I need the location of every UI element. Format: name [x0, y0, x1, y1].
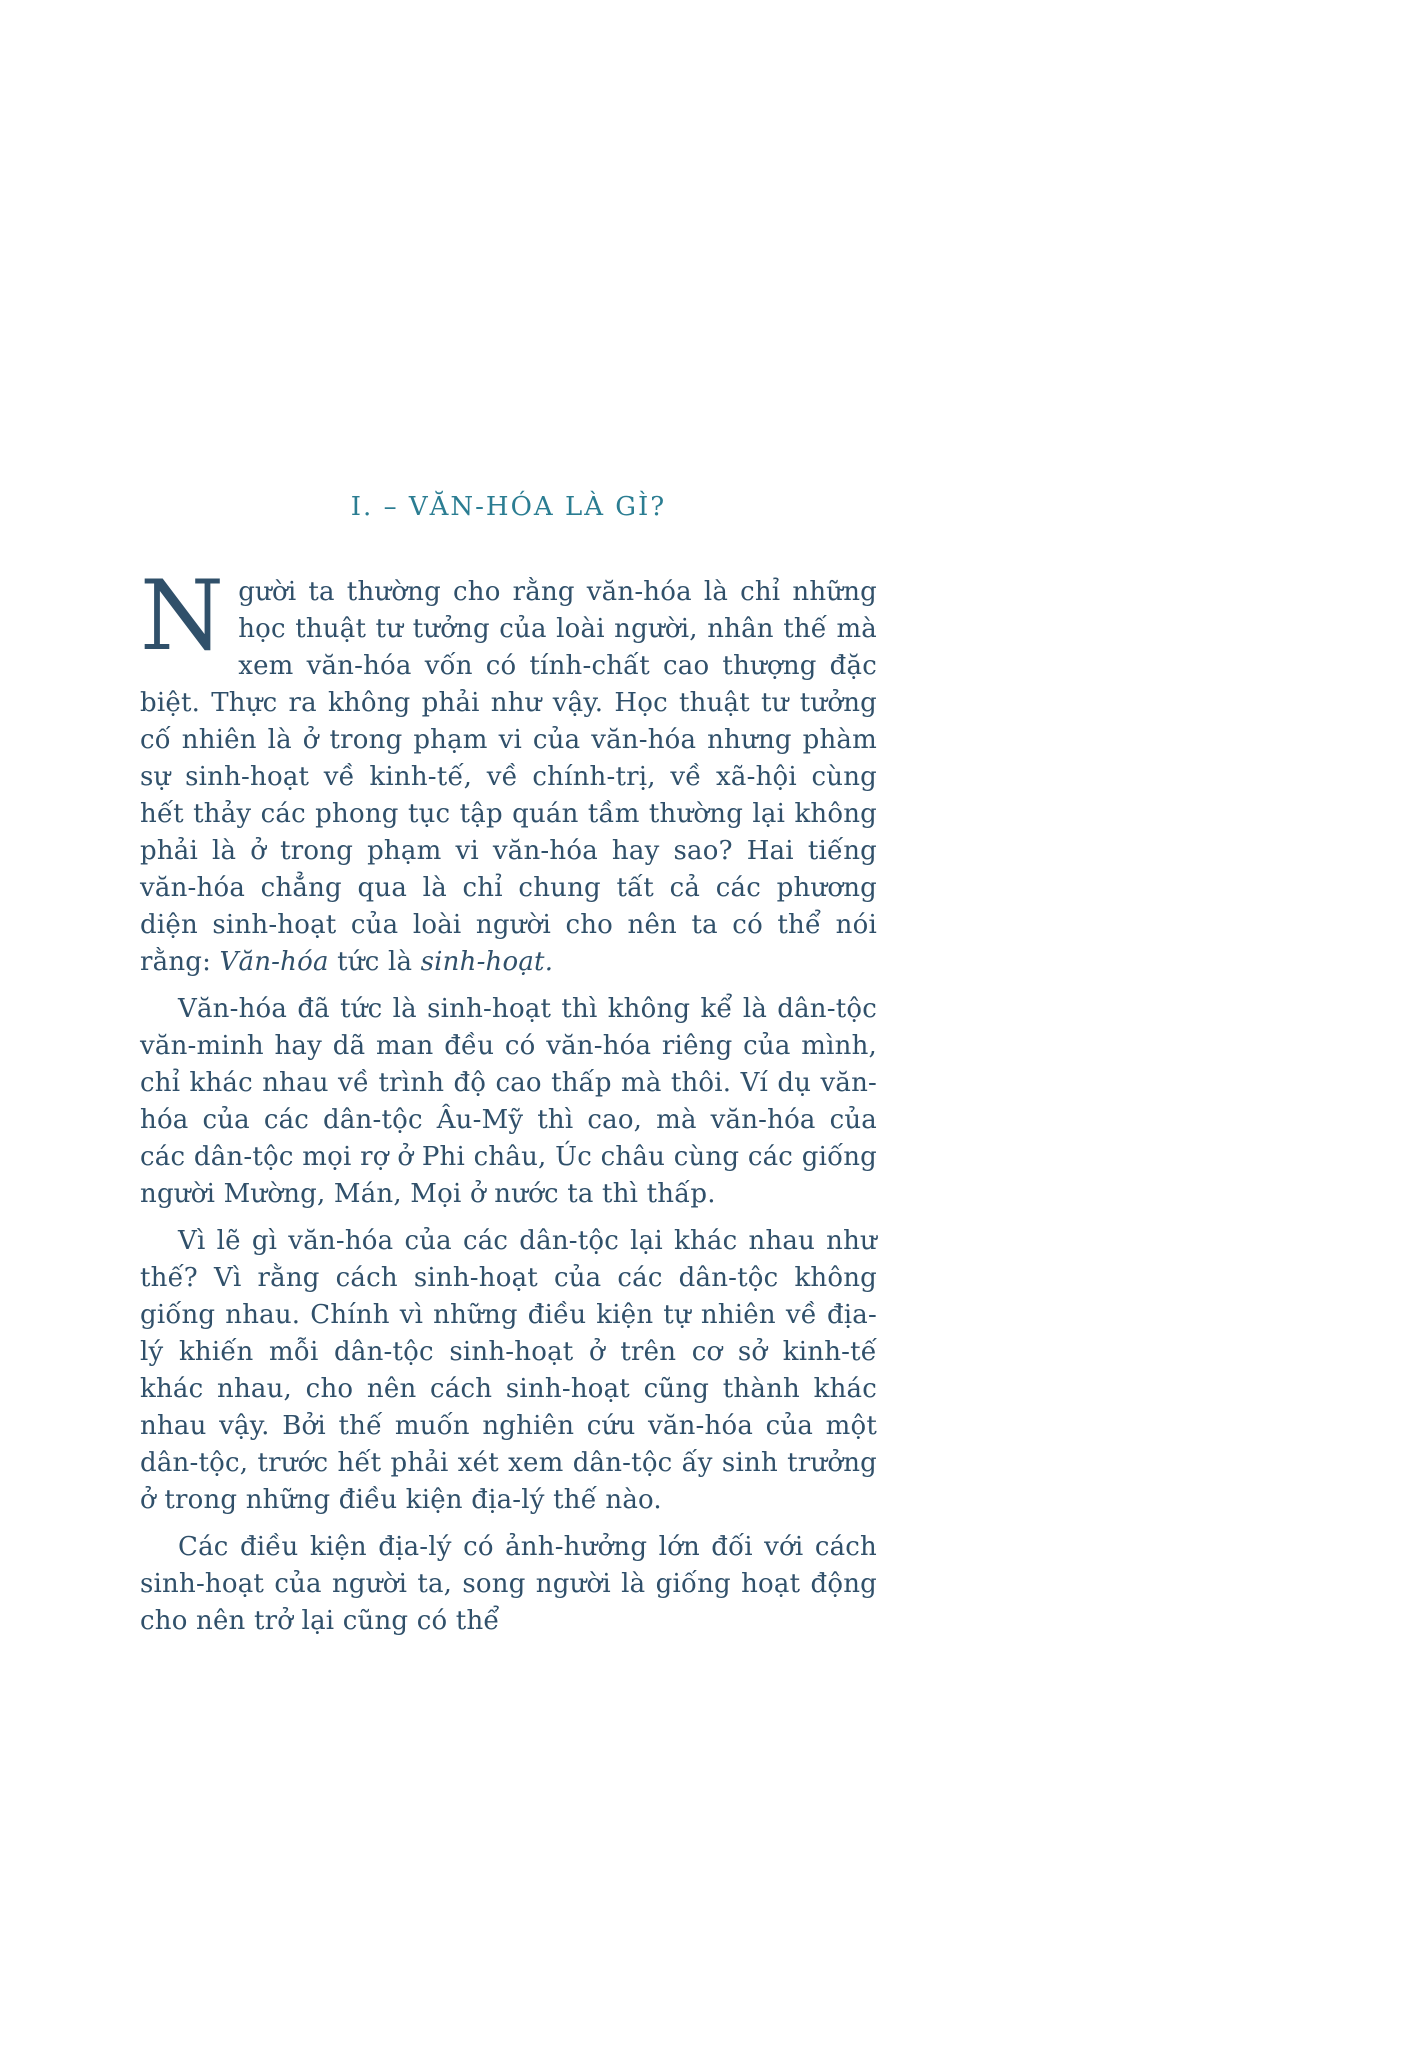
paragraph-1-text-2: tức là [328, 947, 421, 977]
paragraph-1 [140, 560, 877, 981]
text-block [140, 492, 877, 1640]
paragraph-2: Văn-hóa đã tức là sinh-hoạt thì không kể là dân-tộc văn-minh hay dã man đều có văn-hóa riêng của mình, chỉ khác nhau về trình độ cao thấp mà thôi. Ví dụ văn-hóa của các dân-tộc Âu-Mỹ thì cao, mà văn-hóa của các dân-tộc mọi rợ ở Phi châu, Úc châu cùng các giống người Mường, Mán, Mọi ở nước ta thì thấp. [140, 994, 877, 1209]
paragraph-1-italic-term-2: sinh-hoạt. [420, 947, 554, 977]
paragraph-3: Vì lẽ gì văn-hóa của các dân-tộc lại khác nhau như thế? Vì rằng cách sinh-hoạt của các dân-tộc không giống nhau. Chính vì những điều kiện tự nhiên về địa-lý khiến mỗi dân-tộc sinh-hoạt ở trên cơ sở kinh-tế khác nhau, cho nên cách sinh-hoạt cũng thành khác nhau vậy. Bởi thế muốn nghiên cứu văn-hóa của một dân-tộc, trước hết phải xét xem dân-tộc ấy sinh trưởng ở trong những điều kiện địa-lý thế nào. [140, 1226, 877, 1515]
drop-cap: N [140, 560, 225, 672]
paragraph-1-text: gười ta thường cho rằng văn-hóa là chỉ những học thuật tư tưởng của loài người, nhân thế mà xem văn-hóa vốn có tính-chất cao thượng đặc biệt. Thực ra không phải như vậy. Học thuật tư tưởng cố nhiên là ở trong phạm vi của văn-hóa nhưng phàm sự sinh-hoạt về kinh-tế, về chính-trị, về xã-hội cùng hết thảy các phong tục tập quán tầm thường lại không phải là ở trong phạm vi văn-hóa hay sao? Hai tiếng văn-hóa chẳng qua là chỉ chung tất cả các phương diện sinh-hoạt của loài người cho nên ta có thể nói rằng: [140, 577, 877, 977]
paragraph-4: Các điều kiện địa-lý có ảnh-hưởng lớn đối với cách sinh-hoạt của người ta, song người là giống hoạt động cho nên trở lại cũng có thể [140, 1532, 877, 1636]
body-copy [140, 560, 877, 1640]
paragraph-1-italic-term-1: Văn-hóa [219, 947, 329, 977]
chapter-heading: I. – VĂN-HÓA LÀ GÌ? [350, 492, 667, 522]
